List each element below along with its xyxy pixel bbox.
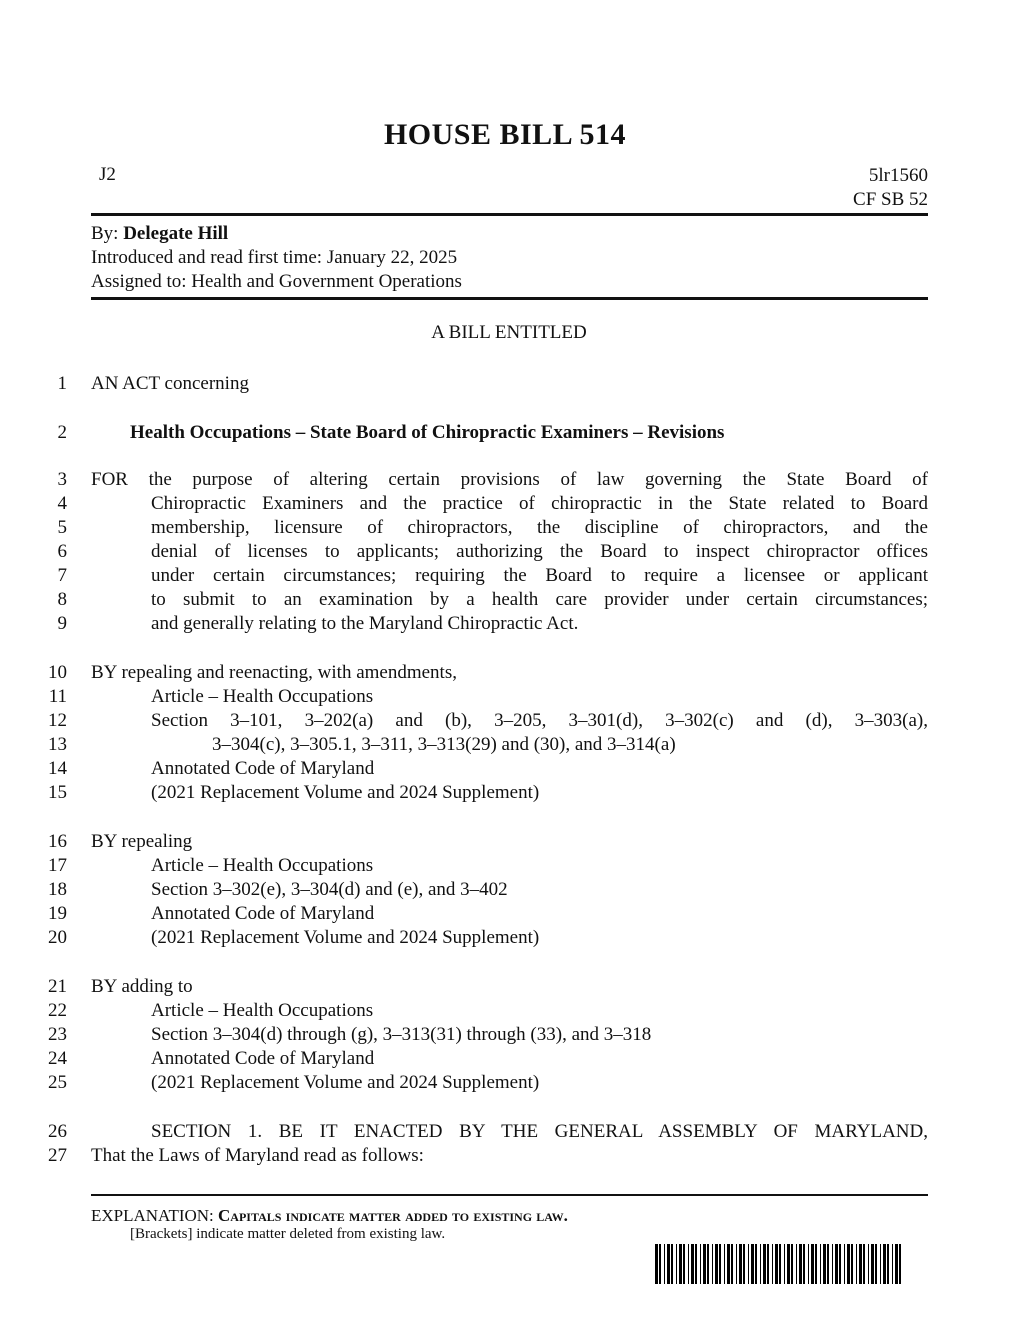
- line-number: 15: [48, 782, 67, 803]
- barcode-bar: [895, 1244, 898, 1284]
- barcode-bar: [688, 1244, 689, 1284]
- barcode-bar: [691, 1244, 694, 1284]
- line-number: 8: [57, 589, 67, 610]
- barcode-bar: [763, 1244, 766, 1284]
- barcode-bar: [695, 1244, 697, 1284]
- bill-line-text: BY adding to: [91, 976, 193, 997]
- explanation-caps: Capitals indicate matter added to existing law.: [218, 1206, 568, 1225]
- line-number: 20: [48, 927, 67, 948]
- bill-short-title: Health Occupations – State Board of Chiropractic Examiners – Revisions: [130, 422, 725, 443]
- barcode-bar: [767, 1244, 769, 1284]
- barcode-bar: [796, 1244, 797, 1284]
- line-number: 17: [48, 855, 67, 876]
- line-number: 18: [48, 879, 67, 900]
- barcode-bar: [856, 1244, 857, 1284]
- bill-line-text: Article – Health Occupations: [151, 855, 374, 876]
- drafting-number: 5lr1560: [868, 165, 928, 186]
- sponsor-line: [91, 222, 462, 246]
- bill-line-text: AN ACT concerning: [91, 373, 249, 394]
- barcode-bar: [875, 1244, 877, 1284]
- barcode-bar: [779, 1244, 781, 1284]
- barcode-bar: [707, 1244, 709, 1284]
- barcode-bar: [659, 1244, 661, 1284]
- barcode-bar: [791, 1244, 793, 1284]
- subject-code: J2: [99, 164, 116, 185]
- barcode-bar: [775, 1244, 778, 1284]
- barcode-bar: [664, 1244, 665, 1284]
- bill-line-text: (2021 Replacement Volume and 2024 Supplement): [151, 927, 540, 948]
- bill-line-text: Annotated Code of Maryland: [151, 903, 375, 924]
- bill-line-text: (2021 Replacement Volume and 2024 Supplement): [151, 782, 540, 803]
- barcode-bar: [892, 1244, 893, 1284]
- line-number: 14: [48, 758, 67, 779]
- assigned-line: Assigned to: Health and Government Operations: [91, 271, 462, 292]
- line-number: 26: [48, 1121, 67, 1142]
- line-number: 13: [48, 734, 67, 755]
- introduced-line: Introduced and read first time: January 22, 2025: [91, 247, 458, 268]
- line-number: 23: [48, 1024, 67, 1045]
- bill-line-text: to submit to an examination by a health care provider under certain circumstances;: [151, 589, 928, 610]
- barcode-bar: [820, 1244, 821, 1284]
- barcode-bar: [751, 1244, 754, 1284]
- barcode-bar: [823, 1244, 826, 1284]
- barcode-image: [655, 1244, 905, 1284]
- bill-line-text: 3–304(c), 3–305.1, 3–311, 3–313(29) and (30), and 3–314(a): [212, 734, 676, 755]
- line-number: 22: [48, 1000, 67, 1021]
- barcode-bar: [887, 1244, 889, 1284]
- barcode-bar: [859, 1244, 862, 1284]
- bill-line-text: BY repealing and reenacting, with amendments,: [91, 662, 457, 683]
- bill-line-text: FOR the purpose of altering certain provisions of law governing the State Board of: [91, 469, 928, 490]
- bill-codes: [853, 164, 928, 212]
- bill-line-text: under certain circumstances; requiring the Board to require a licensee or applicant: [151, 565, 928, 586]
- barcode-bar: [835, 1244, 838, 1284]
- line-number: 3: [57, 469, 67, 490]
- barcode-bar: [739, 1244, 742, 1284]
- line-number: 5: [57, 517, 67, 538]
- line-number: 4: [57, 493, 67, 514]
- barcode-bar: [844, 1244, 845, 1284]
- barcode-bar: [784, 1244, 785, 1284]
- line-number: 7: [57, 565, 67, 586]
- line-number: 19: [48, 903, 67, 924]
- cross-file-number: CF SB 52: [853, 189, 928, 210]
- barcode-bar: [719, 1244, 721, 1284]
- by-label: By:: [91, 223, 119, 244]
- barcode-bar: [880, 1244, 881, 1284]
- sponsor-name: Delegate Hill: [123, 223, 229, 244]
- bill-line-text: and generally relating to the Maryland Chiropractic Act.: [151, 613, 579, 634]
- explanation-divider: [91, 1194, 928, 1196]
- line-number: 21: [48, 976, 67, 997]
- bill-line-text: That the Laws of Maryland read as follows:: [91, 1145, 424, 1166]
- barcode-bar: [655, 1244, 658, 1284]
- explanation-label: EXPLANATION:: [91, 1206, 214, 1225]
- barcode-bar: [724, 1244, 725, 1284]
- sponsor-block: [91, 222, 462, 294]
- barcode-bar: [679, 1244, 682, 1284]
- barcode-bar: [871, 1244, 874, 1284]
- barcode-bar: [671, 1244, 673, 1284]
- barcode-bar: [755, 1244, 757, 1284]
- bill-title: HOUSE BILL 514: [383, 118, 627, 151]
- barcode-bar: [712, 1244, 713, 1284]
- barcode-bar: [772, 1244, 773, 1284]
- explanation-brackets: [Brackets] indicate matter deleted from existing law.: [130, 1226, 446, 1242]
- line-number: 24: [48, 1048, 67, 1069]
- bill-line-text: SECTION 1. BE IT ENACTED BY THE GENERAL ASSEMBLY OF MARYLAND,: [151, 1121, 928, 1142]
- barcode-bar: [832, 1244, 833, 1284]
- top-divider: [91, 213, 928, 216]
- bill-line-text: denial of licenses to applicants; authorizing the Board to inspect chiropractor offices: [151, 541, 928, 562]
- bill-line-text: (2021 Replacement Volume and 2024 Supplement): [151, 1072, 540, 1093]
- barcode-bar: [811, 1244, 814, 1284]
- barcode-bar: [703, 1244, 706, 1284]
- barcode-bar: [883, 1244, 886, 1284]
- explanation-line: [91, 1205, 568, 1227]
- bill-line-text: Article – Health Occupations: [151, 1000, 374, 1021]
- barcode-bar: [700, 1244, 701, 1284]
- bill-line-text: Section 3–304(d) through (g), 3–313(31) through (33), and 3–318: [151, 1024, 652, 1045]
- barcode-bar: [667, 1244, 670, 1284]
- barcode-bar: [815, 1244, 817, 1284]
- barcode-bar: [827, 1244, 829, 1284]
- barcode-bar: [839, 1244, 841, 1284]
- line-number: 16: [48, 831, 67, 852]
- bill-line-text: membership, licensure of chiropractors, the discipline of chiropractors, and the: [151, 517, 928, 538]
- bill-line-text: Section 3–302(e), 3–304(d) and (e), and 3–402: [151, 879, 508, 900]
- barcode-bar: [808, 1244, 809, 1284]
- barcode-bar: [731, 1244, 733, 1284]
- line-number: 12: [48, 710, 67, 731]
- line-number: 2: [57, 422, 67, 443]
- bill-line-text: Annotated Code of Maryland: [151, 1048, 375, 1069]
- barcode-bar: [851, 1244, 853, 1284]
- barcode-bar: [847, 1244, 850, 1284]
- line-number: 10: [48, 662, 67, 683]
- barcode-bar: [899, 1244, 901, 1284]
- bill-line-text: BY repealing: [91, 831, 193, 852]
- bill-entitled-heading: A BILL ENTITLED: [431, 322, 587, 343]
- bill-line-text: Annotated Code of Maryland: [151, 758, 375, 779]
- bill-line-text: Article – Health Occupations: [151, 686, 374, 707]
- barcode-bar: [863, 1244, 865, 1284]
- barcode-bar: [787, 1244, 790, 1284]
- line-number: 9: [57, 613, 67, 634]
- barcode-bar: [803, 1244, 805, 1284]
- barcode-bar: [676, 1244, 677, 1284]
- barcode-bar: [760, 1244, 761, 1284]
- barcode-bar: [743, 1244, 745, 1284]
- barcode-bar: [683, 1244, 685, 1284]
- barcode-bar: [715, 1244, 718, 1284]
- line-number: 6: [57, 541, 67, 562]
- line-number: 25: [48, 1072, 67, 1093]
- bill-line-text: Chiropractic Examiners and the practice of chiropractic in the State related to Board: [151, 493, 928, 514]
- line-number: 27: [48, 1145, 67, 1166]
- sponsor-divider: [91, 297, 928, 300]
- barcode-bar: [868, 1244, 869, 1284]
- barcode-bar: [748, 1244, 749, 1284]
- line-number: 1: [57, 373, 67, 394]
- barcode-bar: [727, 1244, 730, 1284]
- barcode-bar: [799, 1244, 802, 1284]
- barcode-bar: [736, 1244, 737, 1284]
- line-number: 11: [48, 686, 67, 707]
- bill-line-text: Section 3–101, 3–202(a) and (b), 3–205, 3–301(d), 3–302(c) and (d), 3–303(a),: [151, 710, 928, 731]
